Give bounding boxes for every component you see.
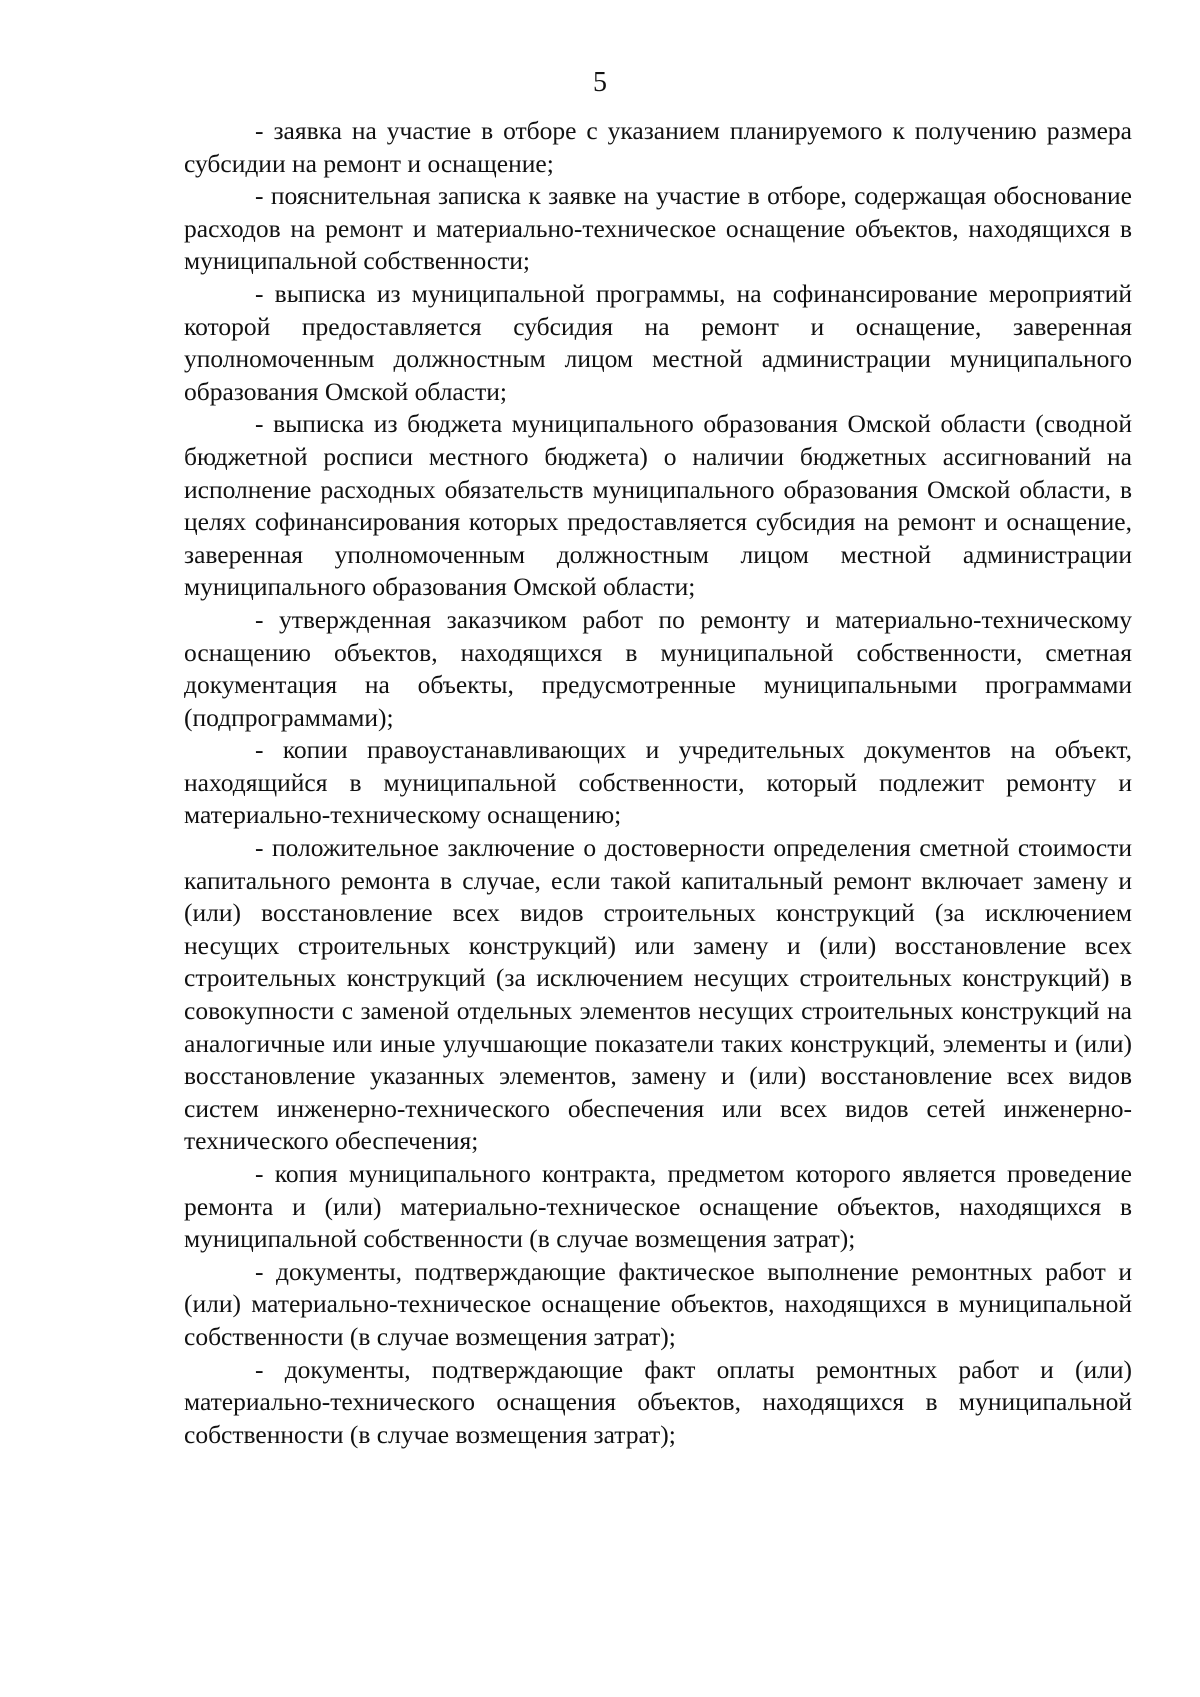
- list-item: - копия муниципального контракта, предметом которого является проведение ремонта и (или) материально-техническое оснащение объектов, находящихся в муниципальной собственности (в случае возмещения затрат);: [184, 1159, 1132, 1254]
- list-item: - пояснительная записка к заявке на участие в отборе, содержащая обоснование расходов на ремонт и материально-техническое оснащение объектов, находящихся в муниципальной собственности;: [184, 181, 1132, 276]
- document-body: [184, 115, 1132, 1451]
- list-item: - документы, подтверждающие факт оплаты ремонтных работ и (или) материально-технического оснащения объектов, находящихся в муниципальной собственности (в случае возмещения затрат);: [184, 1354, 1132, 1449]
- list-item: - выписка из муниципальной программы, на софинансирование мероприятий которой предоставляется субсидия на ремонт и оснащение, заверенная уполномоченным должностным лицом местной администрации муниципального образования Омской области;: [184, 278, 1132, 406]
- list-item: - положительное заключение о достоверности определения сметной стоимости капитального ремонта в случае, если такой капитальный ремонт включает замену и (или) восстановление всех видов строительных конструкций (за исключением несущих строительных конструкций) или замену и (или) восстановление всех строительных конструкций (за исключением несущих строительных конструкций) в совокупности с заменой отдельных элементов несущих строительных конструкций на аналогичные или иные улучшающие показатели таких конструкций, элементы и (или) восстановление указанных элементов, замену и (или) восстановление всех видов систем инженерно-технического обеспечения или всех видов сетей инженерно-технического обеспечения;: [184, 833, 1132, 1156]
- page-number: 5: [593, 67, 607, 98]
- list-item: - документы, подтверждающие фактическое выполнение ремонтных работ и (или) материально-техническое оснащение объектов, находящихся в муниципальной собственности (в случае возмещения затрат);: [184, 1256, 1132, 1351]
- list-item: - копии правоустанавливающих и учредительных документов на объект, находящийся в муниципальной собственности, который подлежит ремонту и материально-техническому оснащению;: [184, 735, 1132, 830]
- list-item: - выписка из бюджета муниципального образования Омской области (сводной бюджетной росписи местного бюджета) о наличии бюджетных ассигнований на исполнение расходных обязательств муниципального образования Омской области, в целях софинансирования которых предоставляется субсидия на ремонт и оснащение, заверенная уполномоченным должностным лицом местной администрации муниципального образования Омской области;: [184, 409, 1132, 602]
- list-item: - утвержденная заказчиком работ по ремонту и материально-техническому оснащению объектов, находящихся в муниципальной собственности, сметная документация на объекты, предусмотренные муниципальными программами (подпрограммами);: [184, 604, 1132, 732]
- list-item: - заявка на участие в отборе с указанием планируемого к получению размера субсидии на ремонт и оснащение;: [184, 116, 1132, 178]
